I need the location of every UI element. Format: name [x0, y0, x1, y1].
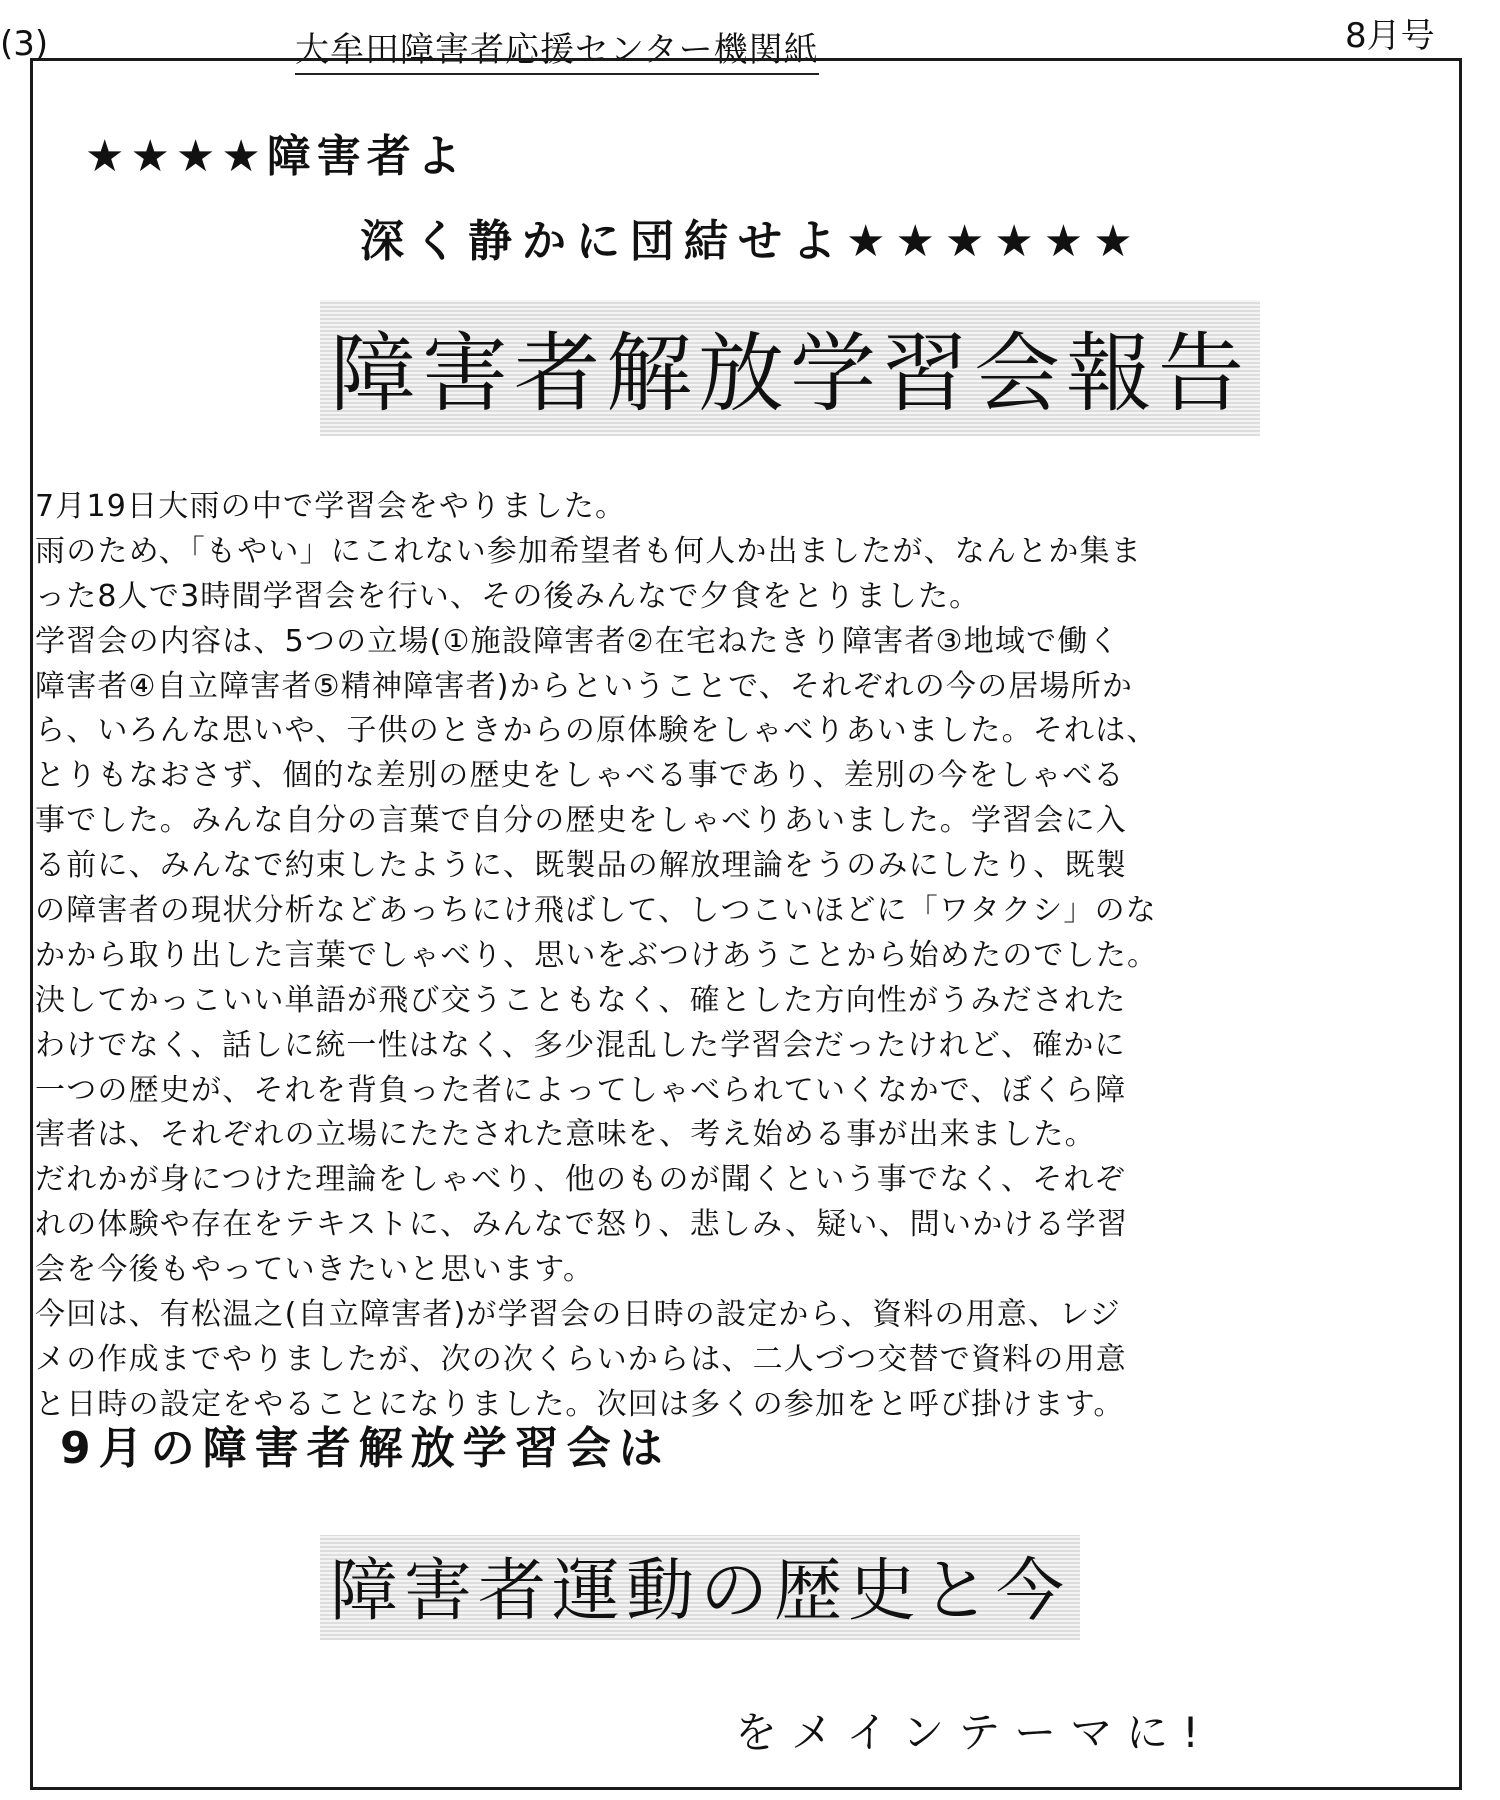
page-number: (3): [0, 24, 49, 64]
september-theme: 障害者運動の歴史と今: [320, 1535, 1080, 1640]
article-line: 害者は、それぞれの立場にたたされた意味を、考え始める事が出来ました。: [35, 1117, 1096, 1153]
article-line: った8人で3時間学習会を行い、その後みんなで夕食をとりました。: [35, 578, 981, 614]
page-header: [0, 0, 1500, 70]
article-line: と日時の設定をやることになりました。次回は多くの参加をと呼び掛けます。: [35, 1386, 1125, 1422]
article-line: 事でした。みんな自分の言葉で自分の歴史をしゃべりあいました。学習会に入: [35, 803, 1127, 839]
article-line: 一つの歴史が、それを背負った者によってしゃべられていくなかで、ぼくら障: [35, 1072, 1127, 1108]
article-line: かから取り出した言葉でしゃべり、思いをぶつけあうことから始めたのでした。: [35, 937, 1159, 973]
article-line: 今回は、有松温之(自立障害者)が学習会の日時の設定から、資料の用意、レジ: [35, 1297, 1121, 1333]
article-line: ら、いろんな思いや、子供のときからの原体験をしゃべりあいました。それは、: [35, 713, 1158, 749]
article-line: 障害者④自立障害者⑤精神障害者)からということで、それぞれの今の居場所か: [35, 668, 1134, 704]
article-line: 学習会の内容は、5つの立場(①施設障害者②在宅ねたきり障害者③地域で働く: [35, 623, 1120, 659]
article-line: 決してかっこいい単語が飛び交うこともなく、確とした方向性がうみだされた: [35, 982, 1127, 1018]
article-line: の障害者の現状分析などあっちにけ飛ばして、しつこいほどに「ワタクシ」のな: [35, 893, 1157, 929]
september-heading: 9月の障害者解放学習会は: [60, 1423, 671, 1474]
article-line: る前に、みんなで約束したように、既製品の解放理論をうのみにしたり、既製: [35, 848, 1127, 884]
article-line: れの体験や存在をテキストに、みんなで怒り、悲しみ、疑い、問いかける学習: [35, 1207, 1129, 1243]
closing-line: をメインテーマに!: [735, 1708, 1213, 1757]
banner-line-2: 深く静かに団結せよ★★★★★★: [360, 216, 1143, 267]
article-line: 会を今後もやっていきたいと思います。: [35, 1252, 595, 1288]
banner-line-1: ★★★★障害者よ: [85, 131, 467, 182]
report-title: 障害者解放学習会報告: [320, 300, 1260, 436]
article-line: 雨のため、「もやい」にこれない参加希望者も何人か出ましたが、なんとか集ま: [35, 533, 1142, 569]
article-line: メの作成までやりましたが、次の次くらいからは、二人づつ交替で資料の用意: [35, 1341, 1127, 1377]
article-line: わけでなく、話しに統一性はなく、多少混乱した学習会だったけれど、確かに: [35, 1027, 1126, 1063]
issue-label: 8月号: [1345, 8, 1435, 61]
article-line: 7月19日大雨の中で学習会をやりました。: [35, 489, 627, 524]
article-line: だれかが身につけた理論をしゃべり、他のものが聞くという事でなく、それぞ: [35, 1162, 1126, 1198]
article-body: [35, 485, 1455, 1428]
article-line: とりもなおさず、個的な差別の歴史をしゃべる事であり、差別の今をしゃべる: [35, 758, 1125, 794]
newsletter-title: 大牟田障害者応援センター機関紙: [295, 22, 819, 75]
